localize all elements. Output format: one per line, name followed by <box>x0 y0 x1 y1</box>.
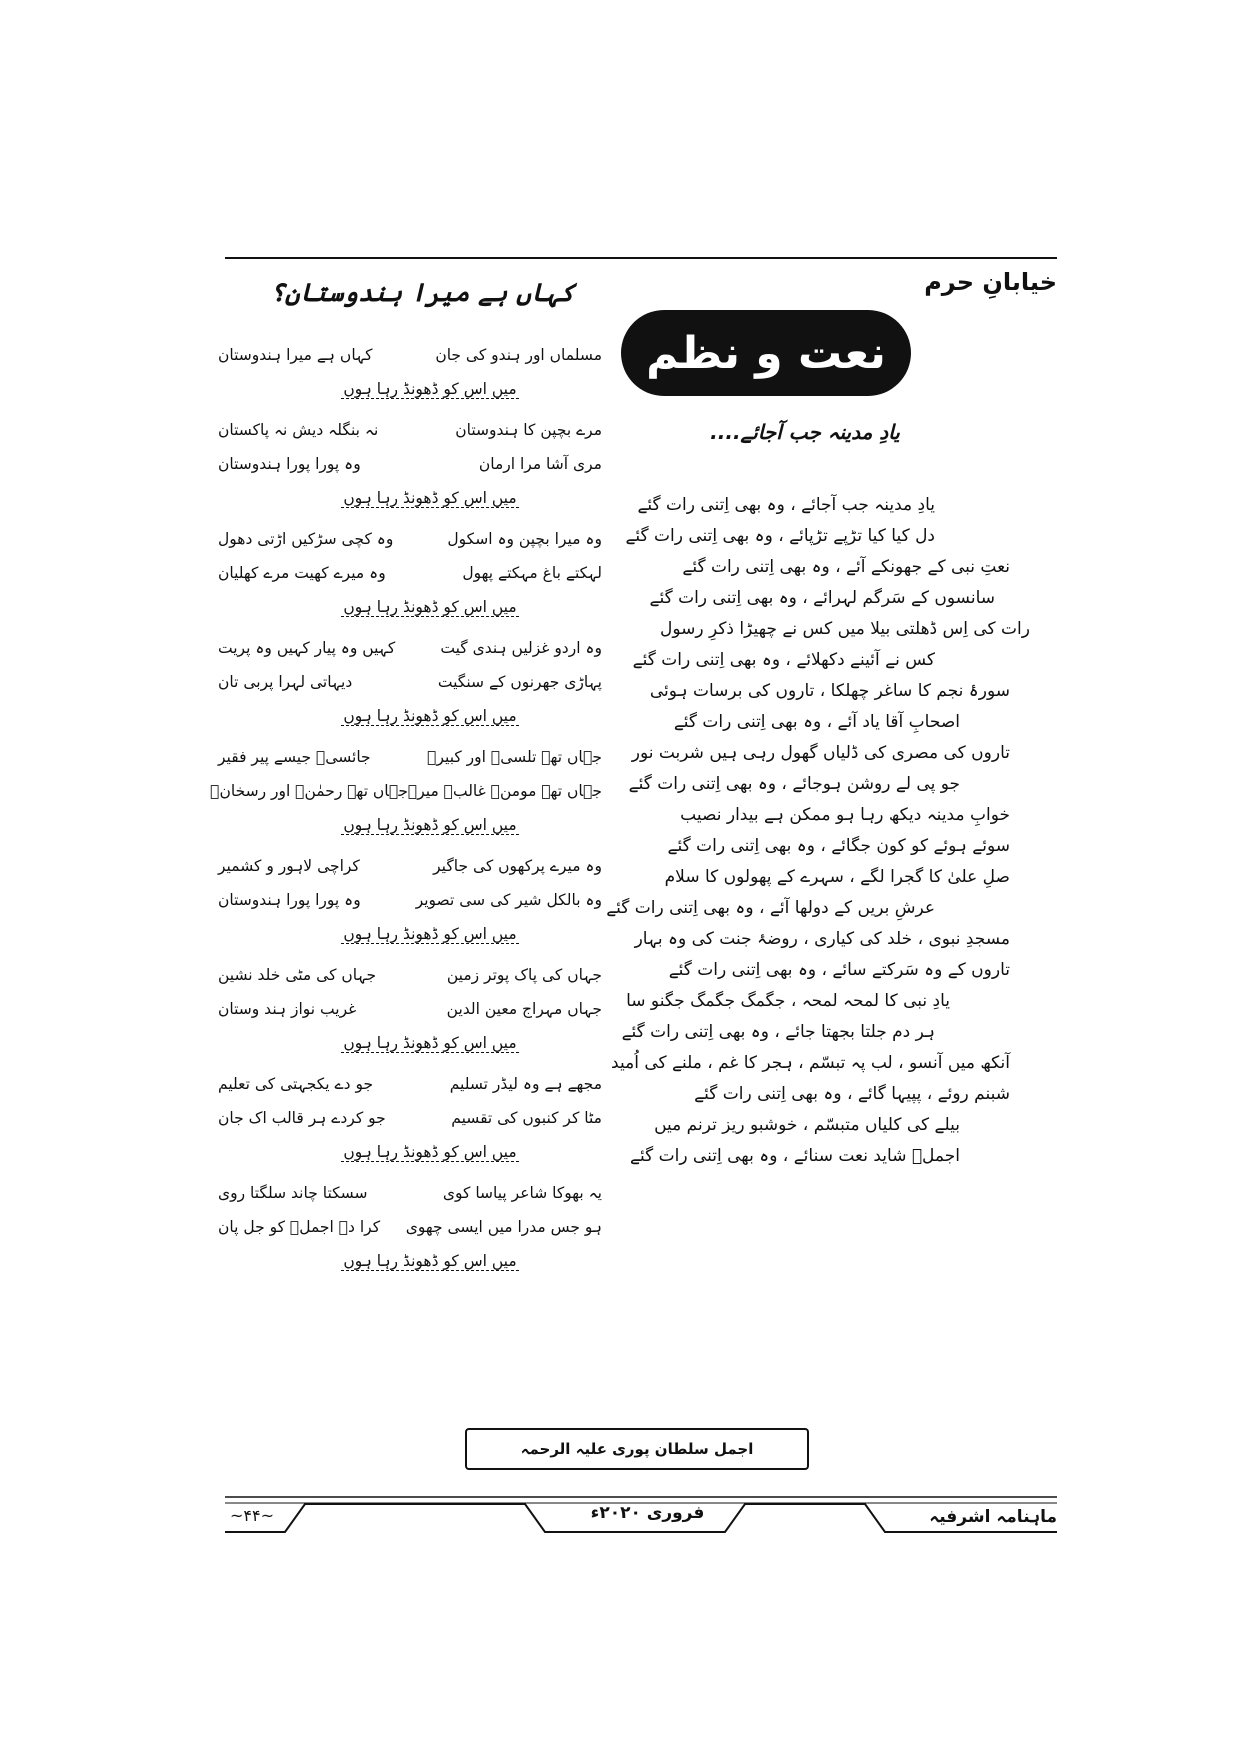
hemistich: کہیں وہ پیار کہیں وہ پریت <box>218 639 396 657</box>
hemistich: مجھے ہے وہ لیڈر تسلیم <box>449 1075 602 1093</box>
stanza <box>218 1176 602 1278</box>
naat-line: صلِ علیٰ کا گجرا لگے ، سہرے کے پھولوں کا سلام <box>664 867 1010 887</box>
refrain-text: میں اس کو ڈھونڈ رہا ہوں <box>343 1252 517 1270</box>
refrain-text: میں اس کو ڈھونڈ رہا ہوں <box>343 707 517 725</box>
naat-line: خوابِ مدینہ دیکھ رہا ہو ممکن ہے بیدار نصیب <box>680 805 1010 825</box>
naat-line: تاروں کی مصری کی ڈلیاں گھول رہی ہیں شربت نور <box>631 743 1010 763</box>
hemistich: وہ اردو غزلیں ہندی گیت <box>440 639 602 657</box>
stanza <box>218 522 602 624</box>
hemistich: مرے بچپن کا ہندوستان <box>455 421 602 439</box>
hemistich: وہ بالکل شیر کی سی تصویر <box>415 891 602 909</box>
refrain-text: میں اس کو ڈھونڈ رہا ہوں <box>343 489 517 507</box>
hemistich: جو دے یکجہتی کی تعلیم <box>218 1075 374 1093</box>
hemistich: جہاں کی مٹی خلد نشین <box>218 966 377 984</box>
stanza <box>210 740 602 842</box>
refrain-line <box>218 917 602 951</box>
stanza <box>218 631 602 733</box>
hemistich: وہ پورا پورا ہندوستان <box>218 891 361 909</box>
refrain-line <box>218 699 602 733</box>
verse-line <box>218 631 602 665</box>
hemistich: غریب نواز ہند وستان <box>218 1000 357 1018</box>
verse-line <box>218 849 602 883</box>
section-label: خیابانِ حرم <box>924 268 1057 296</box>
hemistich: دیہاتی لہرا پربی تان <box>218 673 353 691</box>
refrain-text: میں اس کو ڈھونڈ رہا ہوں <box>343 1034 517 1052</box>
verse-line <box>218 1176 602 1210</box>
hemistich: سسکتا چاند سلگتا روی <box>218 1184 368 1202</box>
stanza <box>218 849 602 951</box>
naat-line: رات کی اِس ڈھلتی بیلا میں کس نے چھیڑا ذکرِ رسول <box>659 619 1030 639</box>
refrain-text: میں اس کو ڈھونڈ رہا ہوں <box>343 925 517 943</box>
hemistich: مٹا کر کنبوں کی تقسیم <box>451 1109 602 1127</box>
refrain-text: میں اس کو ڈھونڈ رہا ہوں <box>343 598 517 616</box>
refrain-line <box>218 590 602 624</box>
main-title: نعت و نظم <box>621 310 911 396</box>
naat-line: آنکھ میں آنسو ، لب پہ تبسّم ، ہجر کا غم ، ملنے کی اُمید <box>611 1053 1010 1073</box>
stanza <box>218 338 602 406</box>
left-poem-title: کہاں ہے میرا ہندوستان؟ <box>270 278 575 307</box>
naat-line: سوئے ہوئے کو کون جگائے ، وہ بھی اِتنی رات گئے <box>667 836 1010 856</box>
hemistich: جہاں تھے مومنؔ غالبؔ میرؔ <box>407 782 602 800</box>
hemistich: نہ بنگلہ دیش نہ پاکستان <box>218 421 379 439</box>
naat-line: عرشِ بریں کے دولھا آئے ، وہ بھی اِتنی رات گئے <box>606 898 935 918</box>
naat-line: یادِ نبی کا لمحہ لمحہ ، جگمگ جگمگ جگنو سا <box>626 991 950 1011</box>
verse-line <box>218 958 602 992</box>
hemistich: جہاں کی پاک پوتر زمین <box>446 966 602 984</box>
verse-line <box>218 1101 602 1135</box>
verse-line <box>218 1067 602 1101</box>
naat-line: بیلے کی کلیاں متبسّم ، خوشبو ریز ترنم میں <box>654 1115 960 1135</box>
verse-line <box>218 447 602 481</box>
naat-line: مسجدِ نبوی ، خلد کی کیاری ، روضۂ جنت کی وہ بہار <box>634 929 1010 949</box>
naat-line: تاروں کے وہ سَرکتے سائے ، وہ بھی اِتنی رات گئے <box>668 960 1010 980</box>
verse-line <box>218 992 602 1026</box>
hemistich: جہاں تھے رحمٰنؔ اور رسخانؔ <box>210 782 408 800</box>
naat-line: یادِ مدینہ جب آجائے ، وہ بھی اِتنی رات گئے <box>637 495 935 515</box>
hemistich: جہاں تھے تلسیؔ اور کبیرؔ <box>427 748 602 766</box>
left-poem <box>210 338 602 1285</box>
naat-line: نعتِ نبی کے جھونکے آئے ، وہ بھی اِتنی رات گئے <box>682 557 1010 577</box>
hemistich: کراچی لاہور و کشمیر <box>218 857 360 875</box>
stanza <box>218 413 602 515</box>
issue-date: فروری ۲۰۲۰ء <box>590 1503 705 1523</box>
right-poem <box>600 490 1030 1172</box>
naat-line: ہر دم جلتا بجھتا جائے ، وہ بھی اِتنی رات گئے <box>621 1022 935 1042</box>
hemistich: جہاں مہراج معین الدین <box>446 1000 602 1018</box>
refrain-text: میں اس کو ڈھونڈ رہا ہوں <box>343 380 517 398</box>
hemistich: ہو جس مدرا میں ایسی چھوی <box>405 1218 602 1236</box>
hemistich: یہ بھوکا شاعر پیاسا کوی <box>442 1184 602 1202</box>
hemistich: مسلماں اور ہندو کی جان <box>435 346 602 364</box>
right-poem-title: یادِ مدینہ جب آجائے.... <box>710 420 900 444</box>
stanza <box>218 958 602 1060</box>
hemistich: کرا دے اجملؔ کو جل پان <box>218 1218 381 1236</box>
hemistich: وہ کچی سڑکیں اڑتی دھول <box>218 530 394 548</box>
stanza <box>218 1067 602 1169</box>
magazine-name: ماہنامہ اشرفیہ <box>929 1507 1057 1527</box>
naat-line: شبنم روئے ، پپیہا گائے ، وہ بھی اِتنی رات گئے <box>694 1084 1010 1104</box>
verse-line <box>210 774 602 808</box>
verse-line <box>218 413 602 447</box>
verse-line <box>218 1210 602 1244</box>
naat-line: دل کیا کیا تڑپے تڑپائے ، وہ بھی اِتنی رات گئے <box>625 526 935 546</box>
hemistich: وہ میرے کھیت مرے کھلیان <box>218 564 386 582</box>
verse-line <box>218 883 602 917</box>
naat-line: سورۂ نجم کا ساغر چھلکا ، تاروں کی برسات ہوئی <box>649 681 1010 701</box>
hemistich: جو کردے ہر قالب اک جان <box>218 1109 386 1127</box>
refrain-line <box>218 1135 602 1169</box>
hemistich: مری آشا مرا ارمان <box>478 455 602 473</box>
page-number: ~۴۴~ <box>230 1506 274 1525</box>
hemistich: وہ میرا بچپن وہ اسکول <box>447 530 602 548</box>
refrain-line <box>218 1244 602 1278</box>
refrain-line <box>218 372 602 406</box>
refrain-line <box>218 808 602 842</box>
hemistich: کہاں ہے میرا ہندوستان <box>218 346 373 364</box>
verse-line <box>218 665 602 699</box>
verse-line <box>218 740 602 774</box>
verse-line <box>218 556 602 590</box>
hemistich: پہاڑی جھرنوں کے سنگیت <box>437 673 602 691</box>
naat-line: جو پی لے روشن ہوجائے ، وہ بھی اِتنی رات گئے <box>628 774 960 794</box>
refrain-line <box>218 1026 602 1060</box>
top-rule <box>225 257 1057 259</box>
naat-line: اجملؔ شاید نعت سنائے ، وہ بھی اِتنی رات گئے <box>630 1146 960 1166</box>
hemistich: وہ پورا پورا ہندوستان <box>218 455 361 473</box>
naat-line: کس نے آئینے دکھلائے ، وہ بھی اِتنی رات گئے <box>632 650 935 670</box>
naat-line: اصحابِ آقا یاد آئے ، وہ بھی اِتنی رات گئے <box>673 712 960 732</box>
naat-line: سانسوں کے سَرگم لہرائے ، وہ بھی اِتنی رات گئے <box>649 588 995 608</box>
hemistich: لہکتے باغ مہکتے پھول <box>462 564 602 582</box>
refrain-text: میں اس کو ڈھونڈ رہا ہوں <box>343 816 517 834</box>
hemistich: جائسیؔ جیسے پیر فقیر <box>218 748 371 766</box>
refrain-text: میں اس کو ڈھونڈ رہا ہوں <box>343 1143 517 1161</box>
refrain-line <box>218 481 602 515</box>
verse-line <box>218 522 602 556</box>
poet-name-box: اجمل سلطان پوری علیہ الرحمہ <box>465 1428 809 1470</box>
hemistich: وہ میرے پرکھوں کی جاگیر <box>433 857 602 875</box>
verse-line <box>218 338 602 372</box>
